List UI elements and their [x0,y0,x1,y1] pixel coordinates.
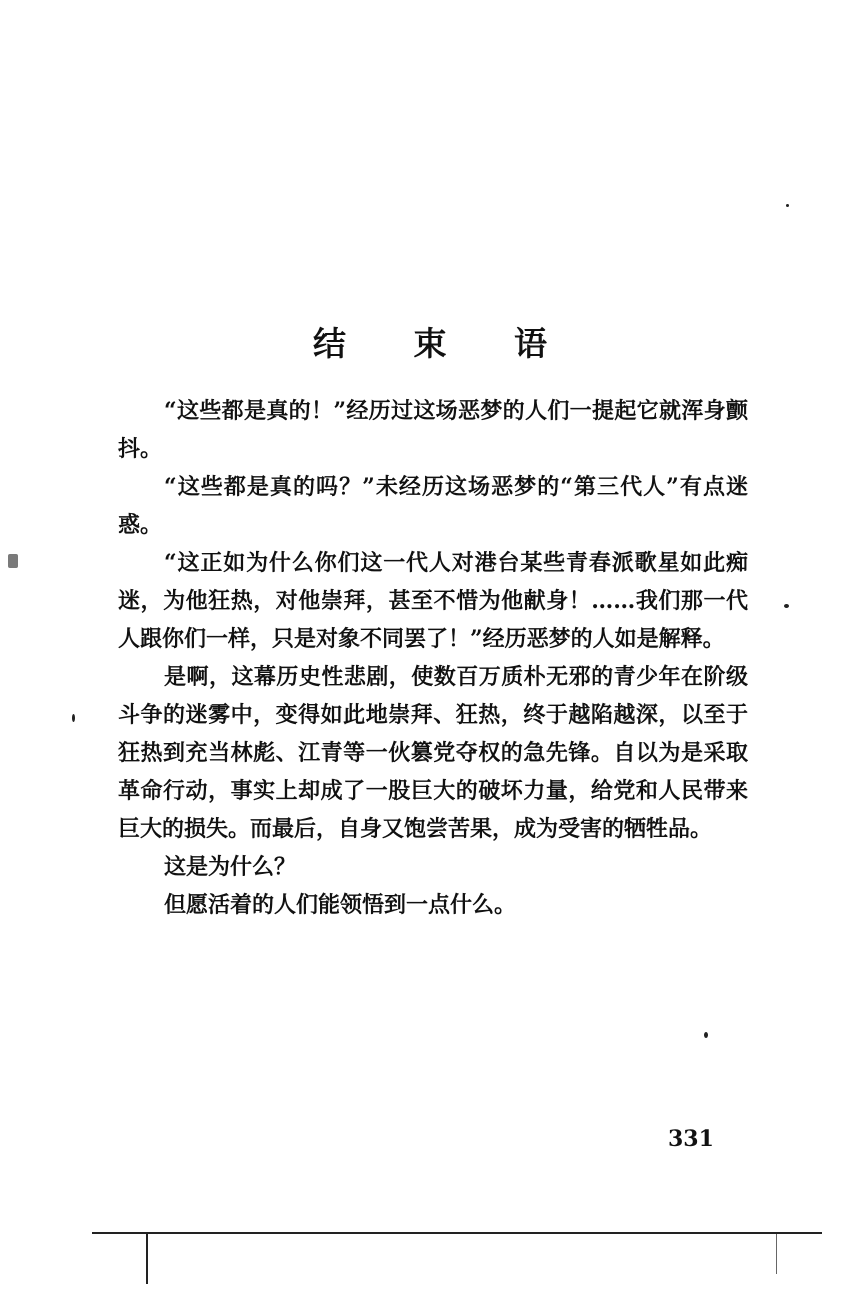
rule-tick-left [146,1234,148,1284]
scan-speck [784,604,789,608]
paragraph-3: “这正如为什么你们这一代人对港台某些青春派歌星如此痴迷，为他狂热，对他崇拜，甚至不惜为他献身！……我们那一代人跟你们一样，只是对象不同罢了！”经历恶梦的人如是解释。 [118,550,748,652]
paragraph-5: 这是为什么？ [164,854,297,880]
page-number: 331 [668,1126,714,1152]
scan-speck [72,714,75,722]
scan-speck [704,1032,708,1038]
chapter-title: 结 束 语 [313,324,575,363]
paragraph-2: “这些都是真的吗？”未经历这场恶梦的“第三代人”有点迷惑。 [118,474,748,538]
bottom-rule [92,1232,822,1234]
body-text [118,392,748,924]
paragraph-1: “这些都是真的！”经历过这场恶梦的人们一提起它就浑身颤抖。 [118,398,748,462]
scan-speck [786,204,789,207]
scan-speck [8,554,18,568]
rule-tick-right [776,1234,777,1274]
paragraph-6: 但愿活着的人们能领悟到一点什么。 [164,892,517,918]
paragraph-4: 是啊，这幕历史性悲剧，使数百万质朴无邪的青少年在阶级斗争的迷雾中，变得如此地崇拜、狂热，终于越陷越深，以至于狂热到充当林彪、江青等一伙篡党夺权的急先锋。自以为是采取革命行动，事实上却成了一股巨大的破坏力量，给党和人民带来巨大的损失。而最后，自身又饱尝苦果，成为受害的牺牲品。 [118,664,748,842]
